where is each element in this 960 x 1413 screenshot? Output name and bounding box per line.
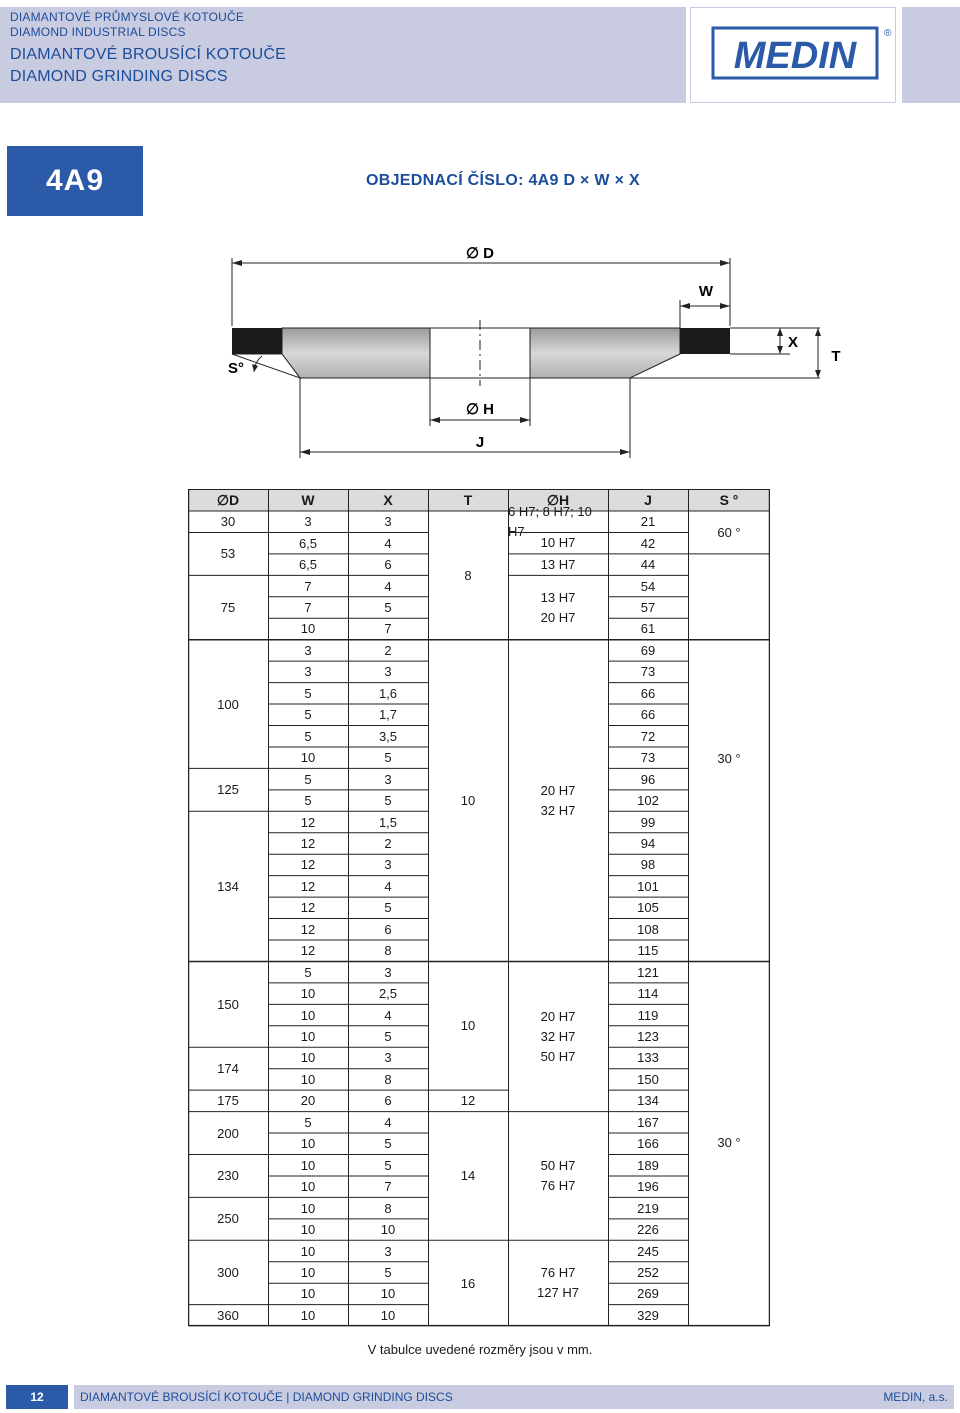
cell-w: 10 [300, 1029, 316, 1045]
header-line-3: DIAMANTOVÉ BROUSÍCÍ KOTOUČE [10, 46, 286, 63]
cell-x: 5 [384, 1029, 392, 1045]
cell-j: 226 [637, 1222, 659, 1238]
header-x: X [383, 492, 393, 508]
cell-w: 12 [300, 814, 316, 830]
cell-w: 10 [300, 1071, 316, 1087]
cell-t: 14 [460, 1168, 476, 1184]
cell-x: 1,5 [378, 814, 398, 830]
dim-label-w: W [698, 283, 714, 300]
order-number-label: OBJEDNACÍ ČÍSLO: 4A9 D × W × X [366, 172, 640, 189]
logo-text: MEDIN [733, 35, 857, 77]
medin-logo-graphic [691, 8, 897, 104]
cell-j: 121 [637, 964, 659, 980]
cell-angle: 60 ° [717, 524, 741, 540]
cell-j: 123 [637, 1029, 659, 1045]
cell-w: 3 [304, 664, 312, 680]
cell-w: 10 [300, 1007, 316, 1023]
bore-value: 20 H7 [540, 782, 576, 798]
header-w: W [301, 492, 315, 508]
header-corner-block [902, 7, 960, 103]
dimensions-table [188, 489, 770, 1327]
cell-j: 21 [640, 514, 656, 530]
dim-label-d: ∅ D [465, 245, 495, 262]
cell-diameter: 175 [217, 1093, 239, 1109]
header-line-2: DIAMOND INDUSTRIAL DISCS [10, 25, 186, 39]
cell-x: 5 [384, 750, 392, 766]
cell-x: 5 [384, 793, 392, 809]
cell-j: 252 [637, 1264, 659, 1280]
cell-x: 5 [384, 1157, 392, 1173]
cell-w: 10 [300, 1157, 316, 1173]
cell-w: 12 [300, 943, 316, 959]
cell-w: 20 [300, 1093, 316, 1109]
cell-w: 12 [300, 921, 316, 937]
cell-x: 3 [384, 1243, 392, 1259]
cell-t: 10 [460, 1018, 476, 1034]
cell-x: 7 [384, 621, 392, 637]
cell-j: 102 [637, 793, 659, 809]
cell-x: 5 [384, 1264, 392, 1280]
bore-value: 76 H7 [540, 1265, 576, 1281]
header-d: ∅D [216, 491, 240, 508]
cell-w: 7 [304, 578, 312, 594]
bore-value: 127 H7 [537, 1285, 579, 1301]
cell-w: 6,5 [298, 557, 318, 573]
cell-diameter: 250 [217, 1211, 239, 1227]
cell-x: 4 [384, 878, 392, 894]
cell-bore [508, 554, 608, 575]
header-j: J [644, 492, 652, 508]
cell-j: 96 [640, 771, 656, 787]
bore-value: 50 H7 [540, 1157, 576, 1173]
cell-bore [508, 532, 608, 553]
cell-x: 6 [384, 1093, 392, 1109]
cell-j: 119 [637, 1007, 659, 1023]
cell-x: 3 [384, 857, 392, 873]
cell-t: 8 [464, 567, 472, 583]
cell-x: 1,6 [378, 685, 398, 701]
cell-x: 8 [384, 1200, 392, 1216]
cell-angle: 30 ° [717, 1135, 741, 1151]
cell-x: 1,7 [378, 707, 398, 723]
cell-x: 7 [384, 1179, 392, 1195]
cell-j: 150 [637, 1071, 659, 1087]
header-h: ∅H [546, 491, 570, 508]
cell-j: 94 [640, 835, 656, 851]
technical-drawing [0, 230, 960, 470]
cell-bore [508, 1112, 608, 1241]
cell-x: 5 [384, 900, 392, 916]
cell-w: 5 [304, 793, 312, 809]
cell-j: 134 [637, 1093, 659, 1109]
cell-diameter: 100 [217, 696, 239, 712]
cell-j: 98 [640, 857, 656, 873]
cell-w: 12 [300, 878, 316, 894]
footer-band [74, 1385, 954, 1409]
dim-label-j: J [475, 434, 485, 451]
cell-bore [508, 575, 608, 639]
cell-w: 10 [300, 621, 316, 637]
cell-j: 42 [640, 535, 656, 551]
cell-w: 12 [300, 835, 316, 851]
cell-x: 4 [384, 535, 392, 551]
bore-value: 20 H7 [540, 1008, 576, 1024]
cell-w: 10 [300, 1307, 316, 1323]
cell-w: 10 [300, 1264, 316, 1280]
cell-w: 6,5 [298, 535, 318, 551]
cell-j: 269 [637, 1286, 659, 1302]
cell-j: 73 [640, 664, 656, 680]
cell-diameter: 30 [220, 514, 236, 530]
cell-t: 16 [460, 1275, 476, 1291]
cell-j: 219 [637, 1200, 659, 1216]
cell-w: 5 [304, 964, 312, 980]
cell-w: 10 [300, 1243, 316, 1259]
bore-value: 6 H7; 8 H7; 10 H7 [508, 503, 592, 539]
dim-label-t: T [831, 348, 841, 365]
cell-j: 44 [640, 557, 656, 573]
cell-j: 66 [640, 685, 656, 701]
cell-w: 10 [300, 986, 316, 1002]
header-line-1: DIAMANTOVÉ PRŮMYSLOVÉ KOTOUČE [10, 10, 245, 24]
cell-x: 8 [384, 943, 392, 959]
cell-angle: 30 ° [717, 750, 741, 766]
cell-bore [508, 640, 608, 962]
cell-j: 166 [637, 1136, 659, 1152]
cell-j: 108 [637, 921, 659, 937]
cell-j: 167 [637, 1114, 659, 1130]
header-t: T [463, 492, 473, 508]
cell-x: 3 [384, 1050, 392, 1066]
cell-x: 3 [384, 664, 392, 680]
cell-diameter: 125 [217, 782, 239, 798]
cell-x: 3 [384, 964, 392, 980]
cell-j: 61 [640, 621, 656, 637]
cell-x: 8 [384, 1071, 392, 1087]
cell-diameter: 200 [217, 1125, 239, 1141]
cell-x: 4 [384, 1007, 392, 1023]
page-number: 12 [6, 1385, 68, 1409]
cell-j: 57 [640, 600, 656, 616]
cell-x: 10 [380, 1222, 396, 1238]
dim-label-s: S° [227, 360, 245, 377]
cell-w: 5 [304, 728, 312, 744]
cell-w: 10 [300, 1050, 316, 1066]
units-note: V tabulce uvedené rozměry jsou v mm. [367, 1342, 593, 1357]
cell-bore [508, 503, 608, 539]
cell-j: 99 [640, 814, 656, 830]
logo-registered-mark: ® [884, 28, 892, 39]
cell-x: 10 [380, 1307, 396, 1323]
medin-logo [690, 7, 896, 103]
cell-x: 5 [384, 600, 392, 616]
bore-value: 50 H7 [540, 1048, 576, 1064]
cell-j: 73 [640, 750, 656, 766]
bore-value: 13 H7 [540, 556, 576, 572]
bore-value: 10 H7 [540, 535, 576, 551]
cell-diameter: 53 [220, 546, 236, 562]
cell-j: 66 [640, 707, 656, 723]
cell-w: 12 [300, 900, 316, 916]
cell-j: 69 [640, 642, 656, 658]
cell-x: 2,5 [378, 986, 398, 1002]
cell-diameter: 360 [217, 1307, 239, 1323]
bore-value: 13 H7 [540, 589, 576, 605]
header-text [10, 10, 286, 88]
cell-x: 4 [384, 578, 392, 594]
bore-value: 20 H7 [540, 609, 576, 625]
cell-w: 5 [304, 1114, 312, 1130]
cell-j: 133 [637, 1050, 659, 1066]
cell-x: 10 [380, 1286, 396, 1302]
footer-title: DIAMANTOVÉ BROUSÍCÍ KOTOUČE | DIAMOND GRINDING DISCS [80, 1390, 453, 1404]
dim-label-x: X [787, 334, 799, 351]
cell-diameter: 174 [217, 1061, 239, 1077]
cell-w: 10 [300, 1200, 316, 1216]
dim-label-h: ∅ H [465, 401, 495, 418]
header-line-4: DIAMOND GRINDING DISCS [10, 68, 228, 85]
cell-x: 6 [384, 921, 392, 937]
cell-j: 189 [637, 1157, 659, 1173]
footer-company: MEDIN, a.s. [883, 1390, 948, 1404]
cell-j: 54 [640, 578, 656, 594]
cell-x: 4 [384, 1114, 392, 1130]
bore-value: 32 H7 [540, 802, 576, 818]
cell-diameter: 300 [217, 1264, 239, 1280]
cell-j: 329 [637, 1307, 659, 1323]
bore-value: 32 H7 [540, 1028, 576, 1044]
cell-j: 72 [640, 728, 656, 744]
cell-j: 101 [637, 878, 659, 894]
cell-j: 114 [637, 986, 659, 1002]
cell-j: 115 [637, 943, 659, 959]
cell-diameter: 150 [217, 996, 239, 1012]
cell-x: 2 [384, 835, 392, 851]
cell-diameter: 75 [220, 600, 236, 616]
cell-w: 3 [304, 514, 312, 530]
cell-w: 7 [304, 600, 312, 616]
cell-bore [508, 1240, 608, 1326]
cell-x: 3 [384, 514, 392, 530]
cell-t: 10 [460, 793, 476, 809]
cell-diameter: 230 [217, 1168, 239, 1184]
product-code-badge: 4A9 [7, 146, 143, 216]
cell-x: 5 [384, 1136, 392, 1152]
cell-x: 2 [384, 642, 392, 658]
cell-w: 5 [304, 771, 312, 787]
cell-w: 10 [300, 750, 316, 766]
cell-w: 10 [300, 1286, 316, 1302]
cell-j: 105 [637, 900, 659, 916]
cell-diameter: 134 [217, 878, 239, 894]
cell-w: 5 [304, 685, 312, 701]
bore-value: 76 H7 [540, 1177, 576, 1193]
cell-w: 10 [300, 1136, 316, 1152]
cell-w: 10 [300, 1179, 316, 1195]
cell-w: 5 [304, 707, 312, 723]
cell-w: 10 [300, 1222, 316, 1238]
header-s: S ° [719, 492, 739, 508]
cell-x: 3,5 [378, 728, 398, 744]
cell-j: 245 [637, 1243, 659, 1259]
cell-w: 3 [304, 642, 312, 658]
cell-t: 12 [460, 1093, 476, 1109]
cell-w: 12 [300, 857, 316, 873]
cell-x: 3 [384, 771, 392, 787]
cell-j: 196 [637, 1179, 659, 1195]
cell-bore [508, 961, 608, 1111]
cell-x: 6 [384, 557, 392, 573]
